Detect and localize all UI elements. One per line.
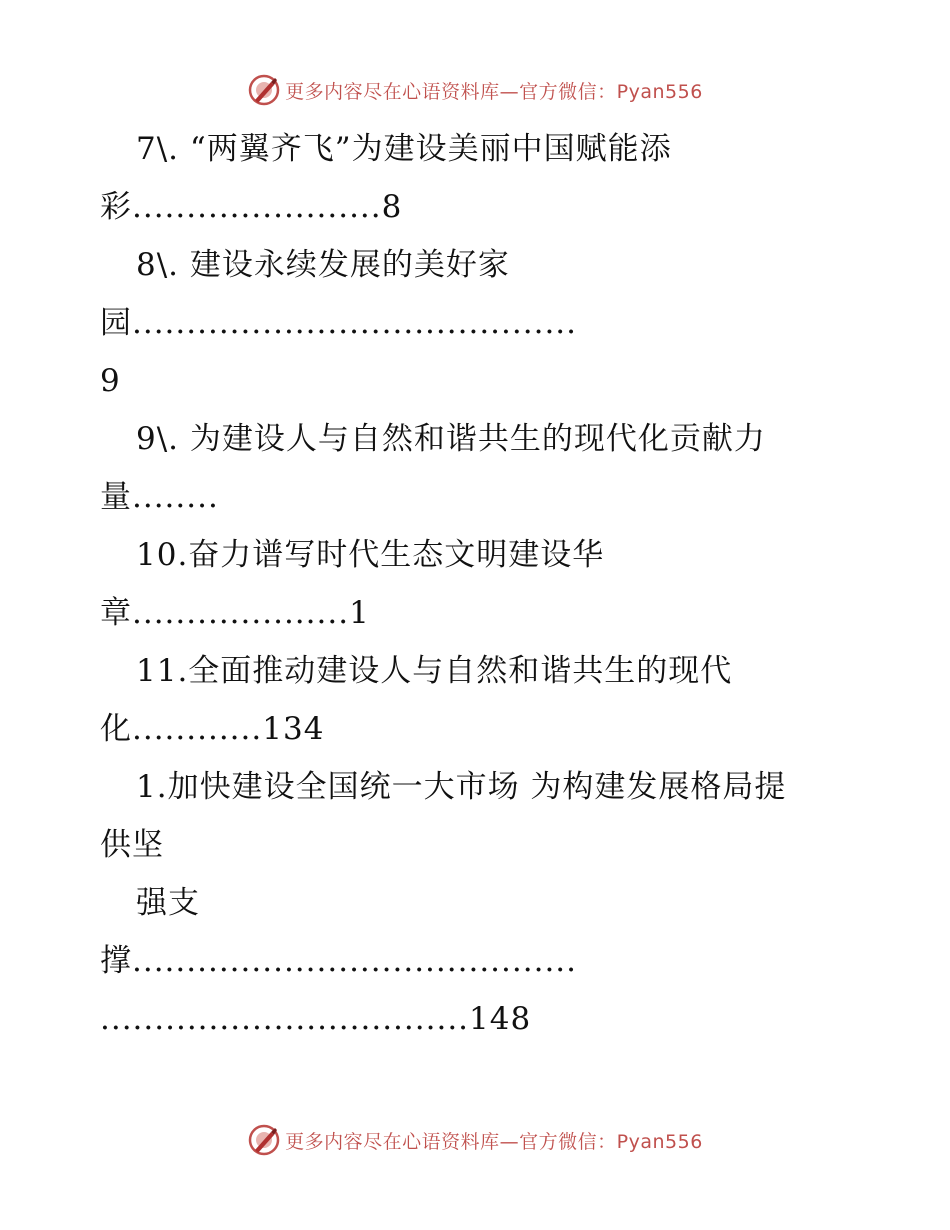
toc-entry-line[interactable]: 园......................................... xyxy=(100,305,578,341)
toc-entry-line[interactable]: 7\. “两翼齐飞”为建设美丽中国赋能添 xyxy=(136,131,672,167)
toc-entry-line[interactable]: 章....................1 xyxy=(100,595,370,631)
toc-entry-line[interactable]: 撑......................................... xyxy=(100,943,578,979)
toc-entry-line[interactable]: ..................................148 xyxy=(100,1001,532,1037)
toc-entry-line[interactable]: 8\. 建设永续发展的美好家 xyxy=(136,247,510,283)
footer-watermark xyxy=(0,1120,950,1160)
pen-logo-icon xyxy=(247,73,281,107)
toc-entry-line[interactable]: 9\. 为建设人与自然和谐共生的现代化贡献力 xyxy=(136,421,766,457)
toc-entry-line[interactable]: 供坚 xyxy=(100,827,164,863)
header-watermark xyxy=(0,70,950,110)
watermark-text: 更多内容尽在心语资料库—官方微信：Pyan556 xyxy=(285,1130,703,1153)
toc-entry-line[interactable]: 11.全面推动建设人与自然和谐共生的现代 xyxy=(136,653,733,689)
toc-entry-line[interactable]: 9 xyxy=(100,363,121,399)
toc-entry-line[interactable]: 化............134 xyxy=(100,711,325,747)
toc-entry-line[interactable]: 10.奋力谱写时代生态文明建设华 xyxy=(136,537,605,573)
pen-logo-icon xyxy=(247,1123,281,1157)
toc-entry-line[interactable]: 量........ xyxy=(100,479,219,515)
toc-entry-line[interactable]: 彩.......................8 xyxy=(100,189,403,225)
toc-entry-line[interactable]: 强支 xyxy=(136,885,200,921)
watermark-text: 更多内容尽在心语资料库—官方微信：Pyan556 xyxy=(285,80,703,103)
toc-entry-line[interactable]: 1.加快建设全国统一大市场 为构建发展格局提 xyxy=(136,769,787,805)
